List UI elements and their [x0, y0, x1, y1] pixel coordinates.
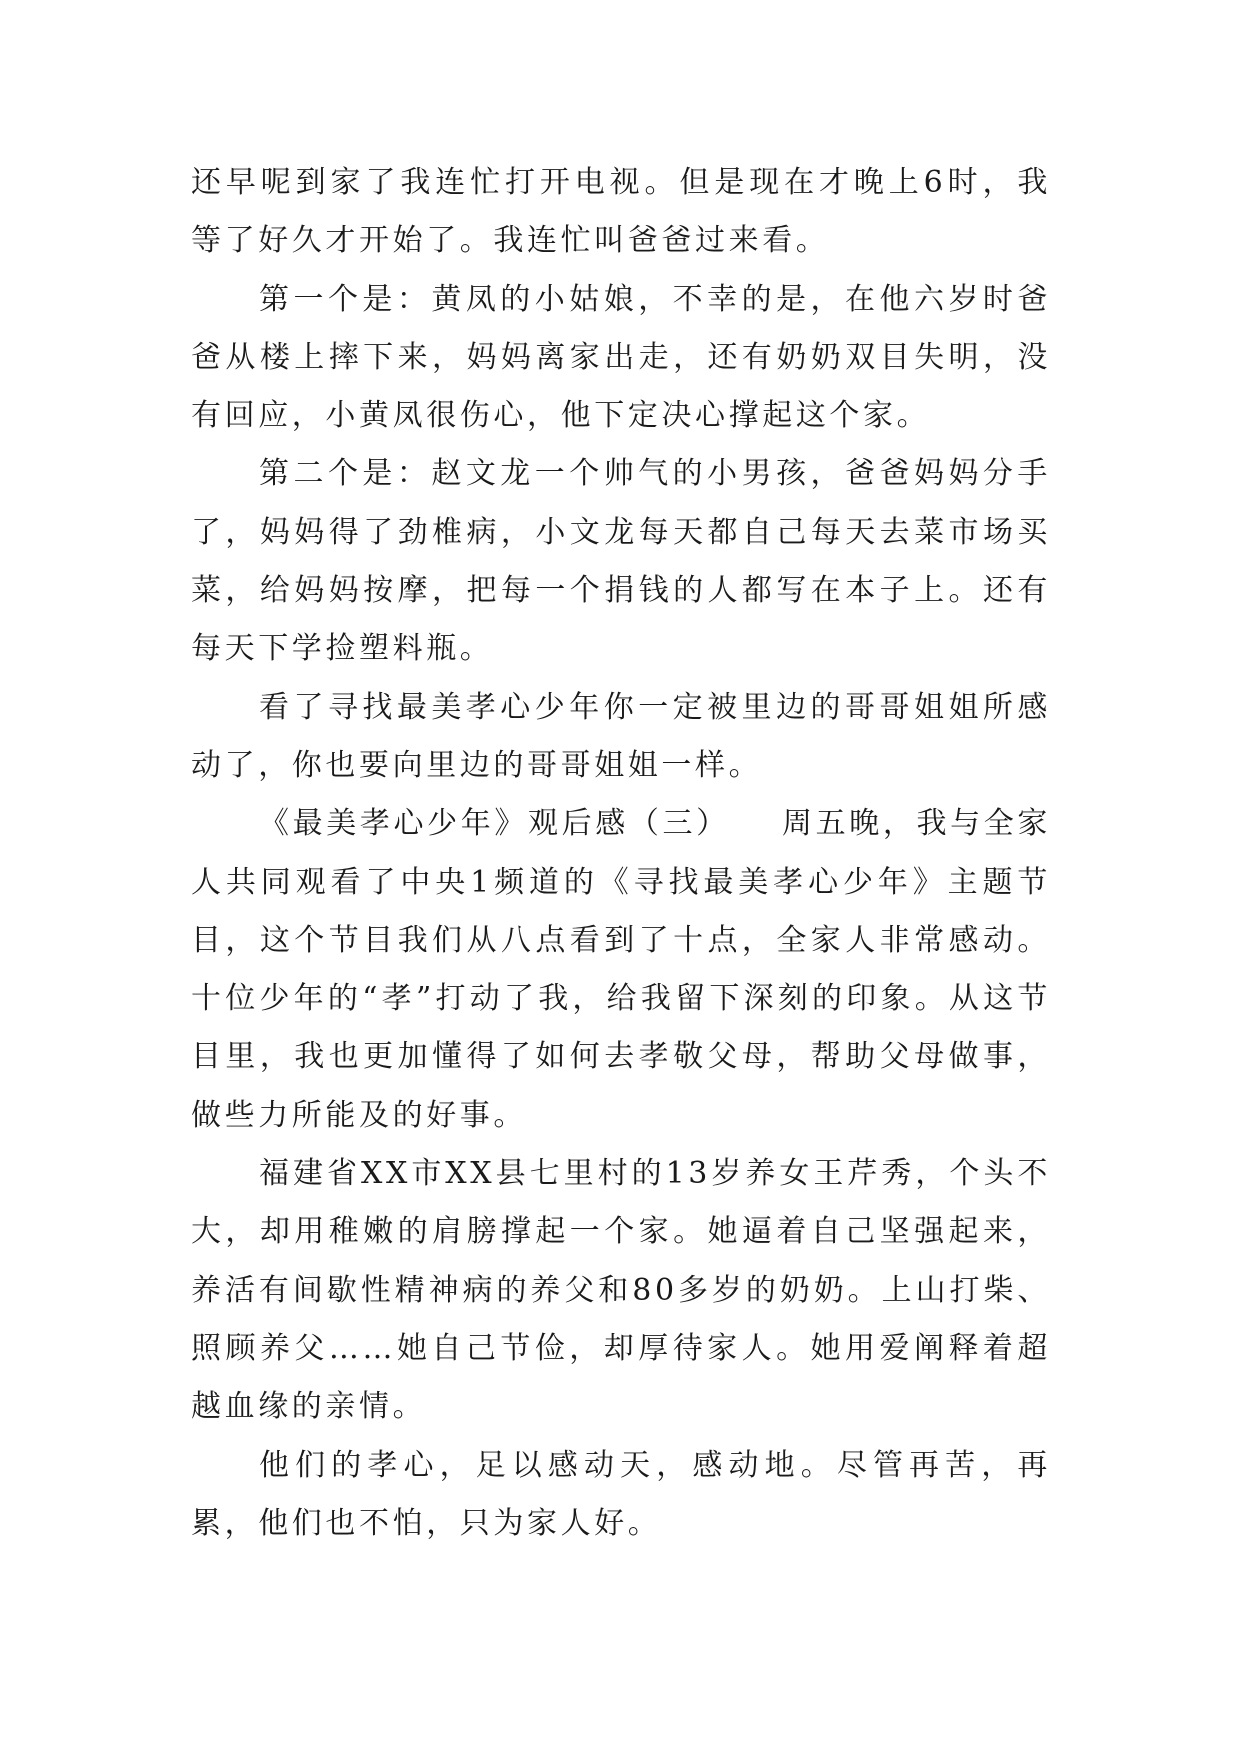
paragraph: 《最美孝心少年》观后感（三） 周五晚，我与全家人共同观看了中央1频道的《寻找最美孝心少年》主题节目，这个节目我们从八点看到了十点，全家人非常感动。十位少年的“孝”打动了我，给我留下深刻的印象。从这节目里，我也更加懂得了如何去孝敬父母，帮助父母做事，做些力所能及的好事。 [191, 806, 1051, 1133]
document-body [191, 154, 1051, 1553]
paragraph: 他们的孝心，足以感动天，感动地。尽管再苦，再累，他们也不怕，只为家人好。 [191, 1447, 1051, 1541]
paragraph: 还早呢到家了我连忙打开电视。但是现在才晚上6时，我等了好久才开始了。我连忙叫爸爸过来看。 [191, 165, 1051, 259]
paragraph: 福建省XX市XX县七里村的13岁养女王芹秀，个头不大，却用稚嫩的肩膀撑起一个家。她逼着自己坚强起来，养活有间歇性精神病的养父和80多岁的奶奶。上山打柴、照顾养父……她自己节俭，却厚待家人。她用爱阐释着超越血缘的亲情。 [191, 1156, 1051, 1425]
paragraph: 第二个是：赵文龙一个帅气的小男孩，爸爸妈妈分手了，妈妈得了劲椎病，小文龙每天都自己每天去菜市场买菜，给妈妈按摩，把每一个捐钱的人都写在本子上。还有每天下学捡塑料瓶。 [191, 456, 1051, 667]
paragraph: 看了寻找最美孝心少年你一定被里边的哥哥姐姐所感动了，你也要向里边的哥哥姐姐一样。 [191, 689, 1051, 783]
paragraph: 第一个是：黄凤的小姑娘，不幸的是，在他六岁时爸爸从楼上摔下来，妈妈离家出走，还有奶奶双目失明，没有回应，小黄凤很伤心，他下定决心撑起这个家。 [191, 281, 1051, 434]
